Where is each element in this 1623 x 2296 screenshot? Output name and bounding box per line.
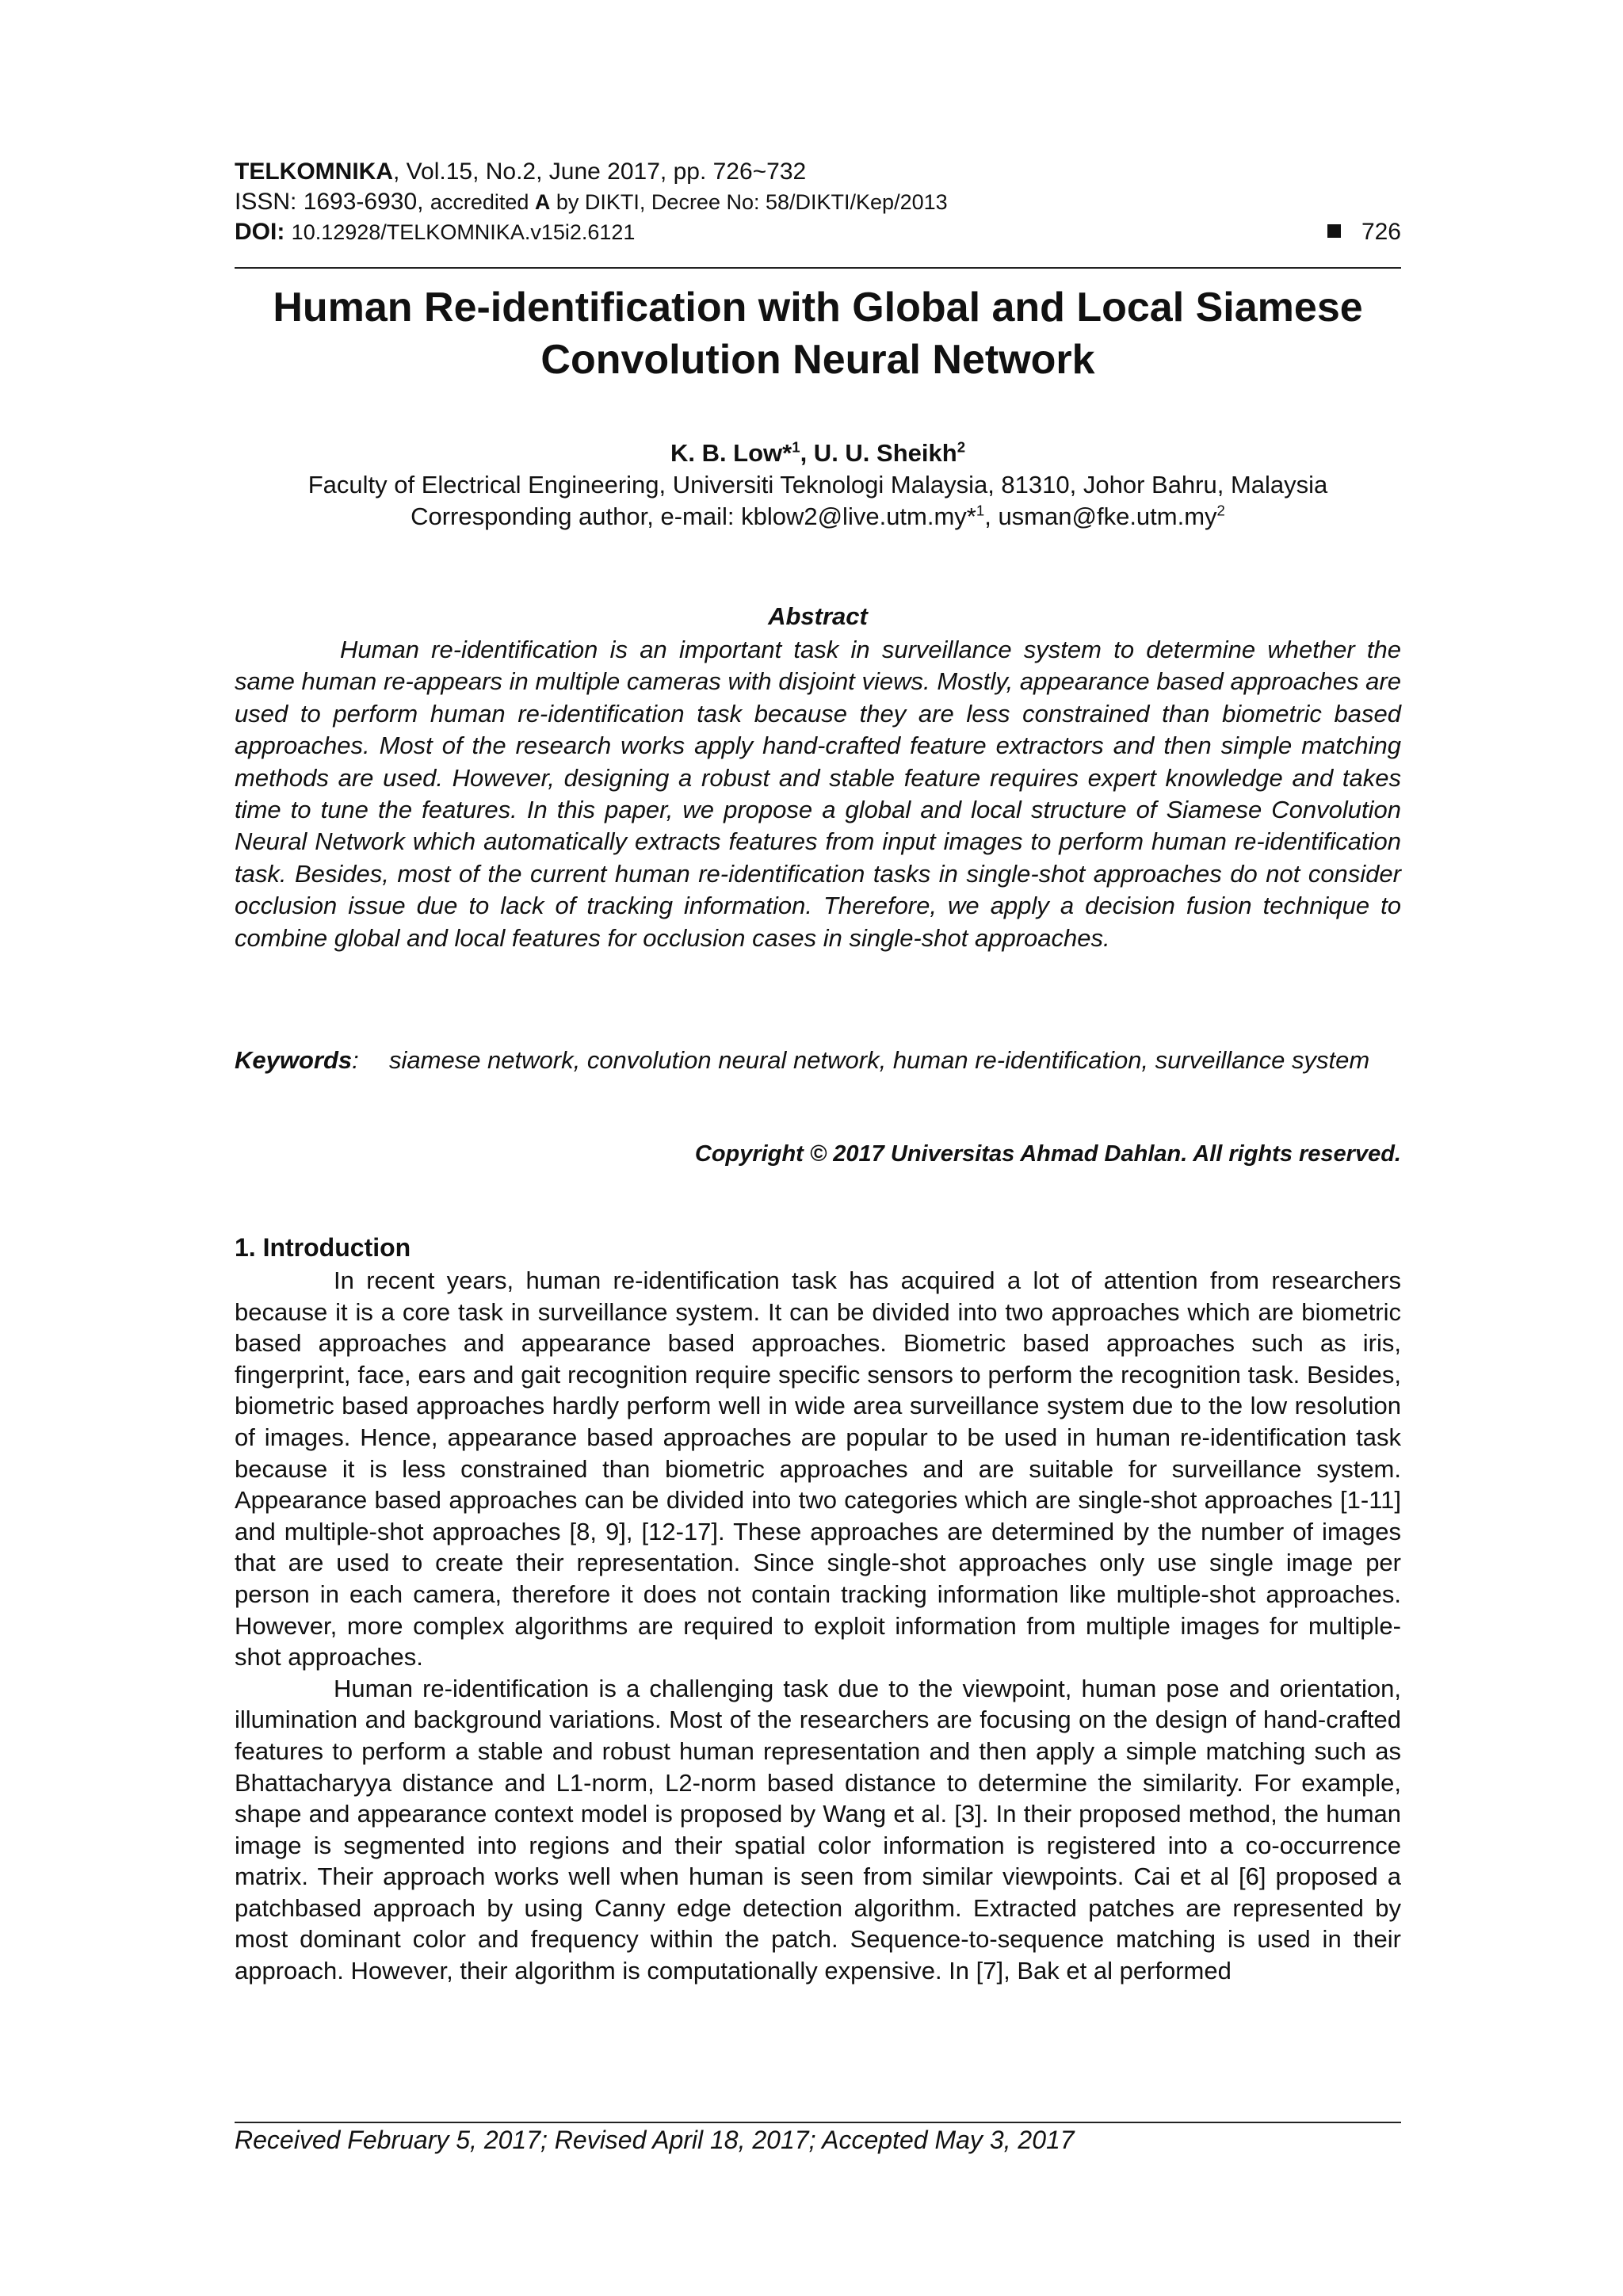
corr-email-1: Corresponding author, e-mail: kblow2@live.utm.my* bbox=[411, 502, 976, 530]
header-rule bbox=[235, 267, 1401, 269]
title-line-2: Convolution Neural Network bbox=[540, 337, 1095, 383]
author-2: , U. U. Sheikh bbox=[800, 439, 957, 467]
header-line-1 bbox=[235, 157, 1401, 187]
header-line-2 bbox=[235, 187, 1401, 217]
introduction-body bbox=[235, 1265, 1401, 1987]
keywords-label-wrap bbox=[235, 1045, 359, 1076]
section-heading-introduction: 1. Introduction bbox=[235, 1233, 411, 1262]
intro-paragraph-2: Human re-identification is a challenging task due to the viewpoint, human pose and orientation, illumination and background variations. Most of the researchers are focusing on the design of hand-crafted features to perform a stable and robust human representation and then apply a simple matching such as Bhattacharyya distance and L1-norm, L2-norm based distance to determine the similarity. For example, shape and appearance context model is proposed by Wang et al. [3]. In their proposed method, the human image is segmented into regions and their spatial color information is registered into a co-occurrence matrix. Their approach works well when human is seen from similar viewpoints. Cai et al [6] proposed a patchbased approach by using Canny edge detection algorithm. Extracted patches are represented by most dominant color and frequency within the patch. Sequence-to-sequence matching is used in their approach. However, their algorithm is computationally expensive. In [7], Bak et al performed bbox=[235, 1674, 1401, 1985]
keywords-text: siamese network, convolution neural network, human re-identification, surveillance system bbox=[389, 1046, 1370, 1074]
header-line-3 bbox=[235, 217, 1401, 247]
decree: by DIKTI, Decree No: 58/DIKTI/Kep/2013 bbox=[550, 190, 948, 214]
accredited-grade: A bbox=[534, 190, 551, 214]
keywords-block bbox=[235, 1045, 1401, 1076]
issn: ISSN: 1693-6930, bbox=[235, 189, 430, 215]
author-1-sup: 1 bbox=[792, 438, 800, 456]
author-names bbox=[235, 437, 1401, 469]
intro-paragraph-1: In recent years, human re-identification task has acquired a lot of attention from researchers because it is a core task in surveillance system. It can be divided into two approaches which are biometric based approaches and appearance based approaches. Biometric based approaches such as iris, fingerprint, face, ears and gait recognition require specific sensors to perform the recognition task. Besides, biometric based approaches hardly perform well in wide area surveillance system due to the low resolution of images. Hence, appearance based approaches are popular to be used in human re-identification task because it is less constrained than biometric approaches and are suitable for surveillance system. Appearance based approaches can be divided into two categories which are single-shot approaches [1-11] and multiple-shot approaches [8, 9], [12-17]. These approaches are determined by the number of images that are used to create their representation. Since single-shot approaches only use single image per person in each camera, therefore it does not contain tracking information like multiple-shot approaches. However, more complex algorithms are required to exploit information from multiple images for multiple-shot approaches. bbox=[235, 1266, 1401, 1671]
paper-title bbox=[235, 281, 1401, 386]
affiliation: Faculty of Electrical Engineering, Universiti Teknologi Malaysia, 81310, Johor Bahru, Malaysia bbox=[307, 471, 1328, 499]
doi-label: DOI: bbox=[235, 219, 292, 245]
copyright-notice: Copyright © 2017 Universitas Ahmad Dahlan. All rights reserved. bbox=[694, 1141, 1401, 1167]
corresponding-author bbox=[235, 501, 1401, 533]
doi-value: 10.12928/TELKOMNIKA.v15i2.6121 bbox=[291, 220, 636, 244]
title-line-1: Human Re-identification with Global and Local Siamese bbox=[273, 285, 1363, 330]
journal-volume: , Vol.15, No.2, June 2017, pp. 726~732 bbox=[392, 159, 807, 185]
corr-sup-1: 1 bbox=[976, 502, 985, 519]
page-number: 726 bbox=[1361, 219, 1401, 245]
accredited-label: accredited bbox=[430, 190, 535, 214]
author-block bbox=[235, 437, 1401, 533]
journal-name: TELKOMNIKA bbox=[235, 159, 393, 185]
corr-sup-2: 2 bbox=[1216, 502, 1225, 519]
received-dates: Received February 5, 2017; Revised April 18, 2017; Accepted May 3, 2017 bbox=[235, 2126, 1075, 2154]
abstract-heading: Abstract bbox=[768, 602, 868, 630]
page-number-block bbox=[1327, 217, 1401, 247]
author-2-sup: 2 bbox=[957, 438, 966, 456]
corr-email-2: , usman@fke.utm.my bbox=[984, 502, 1217, 530]
journal-header bbox=[235, 157, 1401, 247]
abstract-body: Human re-identification is an important task in surveillance system to determine whether the same human re-appears in multiple cameras with disjoint views. Mostly, appearance based approaches are used to perform human re-identification task because they are less constrained than biometric based approaches. Most of the research works apply hand-crafted feature extractors and then simple matching methods are used. However, designing a robust and stable feature requires expert knowledge and takes time to tune the features. In this paper, we propose a global and local structure of Siamese Convolution Neural Network which automatically extracts features from input images to perform human re-identification task. Besides, most of the current human re-identification tasks in single-shot approaches do not consider occlusion issue due to lack of tracking information. Therefore, we apply a decision fusion technique to combine global and local features for occlusion cases in single-shot approaches. bbox=[235, 636, 1401, 952]
author-1: K. B. Low* bbox=[670, 439, 792, 467]
keywords-colon: : bbox=[352, 1046, 359, 1074]
footer-rule bbox=[235, 2122, 1401, 2123]
square-bullet-icon bbox=[1327, 224, 1341, 238]
keywords-label: Keywords bbox=[235, 1046, 353, 1074]
